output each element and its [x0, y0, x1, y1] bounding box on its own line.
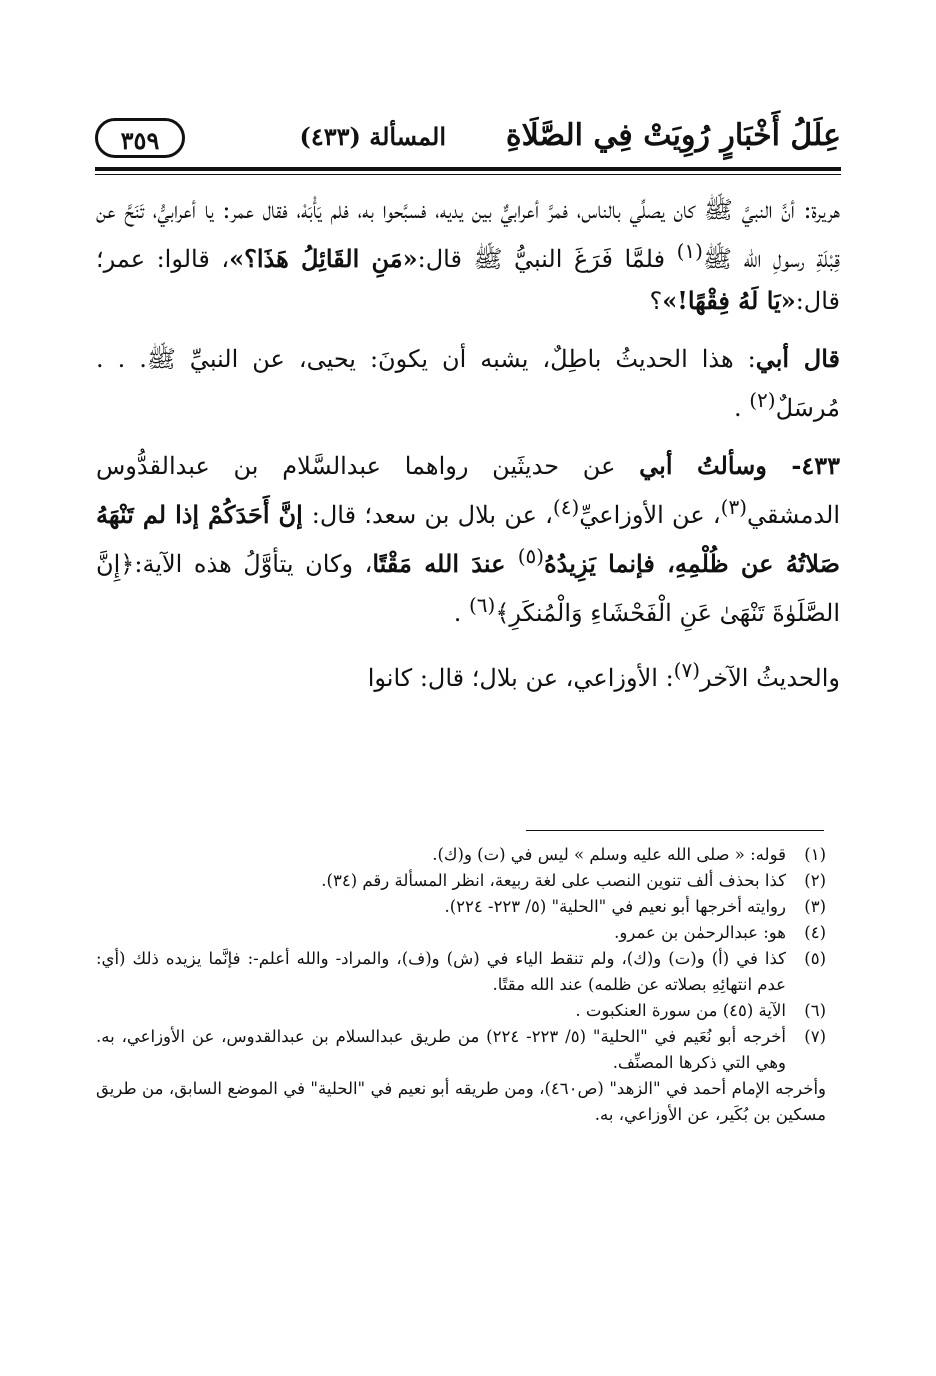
footnote-ref: (٥) — [517, 544, 545, 568]
footnote-text: الآية (٤٥) من سورة العنكبوت . — [575, 1001, 786, 1020]
footnote-text: كذا بحذف ألف تنوين النصب على لغة ربيعة، انظر المسألة رقم (٣٤). — [321, 871, 786, 890]
hadith-quote: «يَا لَهُ فِقْهًا!» — [662, 286, 796, 315]
footnote-ref: (٦) — [468, 593, 496, 617]
footnote-1 — [96, 842, 826, 868]
paragraph-4 — [96, 650, 840, 699]
footnote-text: روايته أخرجها أبو نعيم في "الحلية" (٥/ ٢٢٣- ٢٢٤). — [444, 897, 786, 916]
footnote-number: (٧) — [804, 1027, 826, 1046]
footnote-text: كذا في (أ) و(ت) و(ك)، ولم تنقط الياء في (ش) و(ف)، والمراد- والله أعلم-: فإنَّما يزيده ذلك (أي: عدم انتهائِهِ بصلاته عن ظلمه) عند الله مقتًا. — [96, 949, 786, 994]
footnote-ref: (٧) — [673, 658, 701, 682]
text: : الأوزاعي، عن بلال؛ قال: كانوا — [367, 664, 674, 692]
footnote-ref: (٣) — [720, 495, 748, 519]
footnote-number: (٤) — [804, 923, 826, 942]
footnote-text: وأخرجه الإمام أحمد في "الزهد" (ص٤٦٠)، ومن طريقه أبو نعيم في "الحلية" في الموضع السابق، من طريق مسكين بن بُكَير، عن الأوزاعي، به. — [96, 1079, 827, 1124]
text: فلمَّا فَرَغَ النبيُّ ﷺ قال: — [417, 245, 677, 273]
text: . — [453, 599, 469, 627]
footnote-6 — [96, 998, 826, 1024]
paragraph-1 — [96, 190, 840, 322]
hadith-quote: «مَنِ القَائِلُ هَذَا؟» — [229, 244, 418, 273]
quote: إنَّ أَحَدَكُمْ إذا لم تَنْهَهُ صَلاتُهُ عن ظُلْمِهِ، فإنما يَزِيدُهُ — [96, 500, 841, 578]
footnote-text: أخرجه أبو نُعَيم في "الحلية" (٥/ ٢٢٣- ٢٢٤) من طريق عبدالسلام بن عبدالقدوس، عن الأوزاعي، به. وهي التي ذكرها المصنِّف. — [96, 1027, 786, 1072]
quran-verse: ﴿إِنَّ الصَّلَوٰةَ تَنْهَىٰ عَنِ الْفَحْشَاءِ وَالْمُنكَرِ﴾ — [96, 550, 840, 627]
footnote-number: (٦) — [804, 1001, 826, 1020]
text: ، وكان يتأوَّلُ هذه الآية: — [134, 550, 373, 578]
text: ، عن بلال بن سعد؛ قال: — [311, 501, 553, 529]
footnote-7 — [96, 1024, 826, 1076]
footnote-separator — [526, 830, 824, 831]
footnote-number: (٣) — [804, 897, 826, 916]
page-number: ٣٥٩ — [95, 118, 185, 158]
text: عن حديثَين رواهما عبدالسَّلام بن عبدالقدُّوس الدمشقي — [96, 452, 841, 529]
main-text — [96, 190, 840, 699]
footnote-text: هو: عبدالرحمٰن بن عمرو. — [614, 923, 786, 942]
footnotes — [96, 842, 826, 1128]
footnote-2 — [96, 868, 826, 894]
footnote-5 — [96, 946, 826, 998]
footnote-number: (٢) — [804, 871, 826, 890]
running-header — [95, 118, 841, 162]
footnote-text: قوله: « صلى الله عليه وسلم » ليس في (ت) و(ك). — [432, 845, 786, 864]
paragraph-3 — [96, 445, 840, 634]
footnote-ref: (٤) — [552, 495, 580, 519]
header-rule-thick — [95, 167, 841, 171]
footnote-number: (٥) — [804, 949, 826, 968]
footnote-ref: (٢) — [749, 388, 776, 412]
footnote-7-continued — [96, 1076, 826, 1128]
text: هريرة: أنَّ النبيَّ ﷺ كان يصلِّي بالناس، فمرَّ أعرابيٌّ بين يديه، فسبَّحوا به، فلم يَأْبَهْ، فقال عمر: يا أعرابيُّ، تَنَحَّ عن قِبْلَةِ رسولِ الله ﷺ — [96, 196, 840, 273]
footnote-4 — [96, 920, 826, 946]
text: ، عن الأوزاعيِّ — [579, 501, 721, 529]
text: : هذا الحديثُ باطِلٌ، يشبه أن يكونَ: يحيى، عن النبيِّ ﷺ. . . مُرسَلٌ — [96, 345, 840, 422]
quote: عندَ الله مَقْتًا — [372, 549, 518, 578]
text: . — [733, 394, 750, 422]
text: ؟ — [649, 287, 663, 315]
book-title: عِلَلُ أَخْبَارٍ رُوِيَتْ فِي الصَّلَاةِ — [505, 118, 841, 153]
header-rule-thin — [95, 174, 841, 175]
footnote-number: (١) — [804, 845, 826, 864]
footnote-ref: (١) — [676, 239, 703, 263]
text: ، قالوا: عمر؛ قال: — [96, 245, 840, 315]
speaker-lead: قال أبي — [755, 344, 840, 373]
footnote-3 — [96, 894, 826, 920]
issue-label: المسألة (٤٣٣) — [299, 122, 446, 151]
paragraph-2 — [96, 338, 840, 429]
text: والحديثُ الآخر — [700, 664, 840, 692]
issue-lead: ٤٣٣- وسألتُ أبي — [639, 451, 840, 480]
